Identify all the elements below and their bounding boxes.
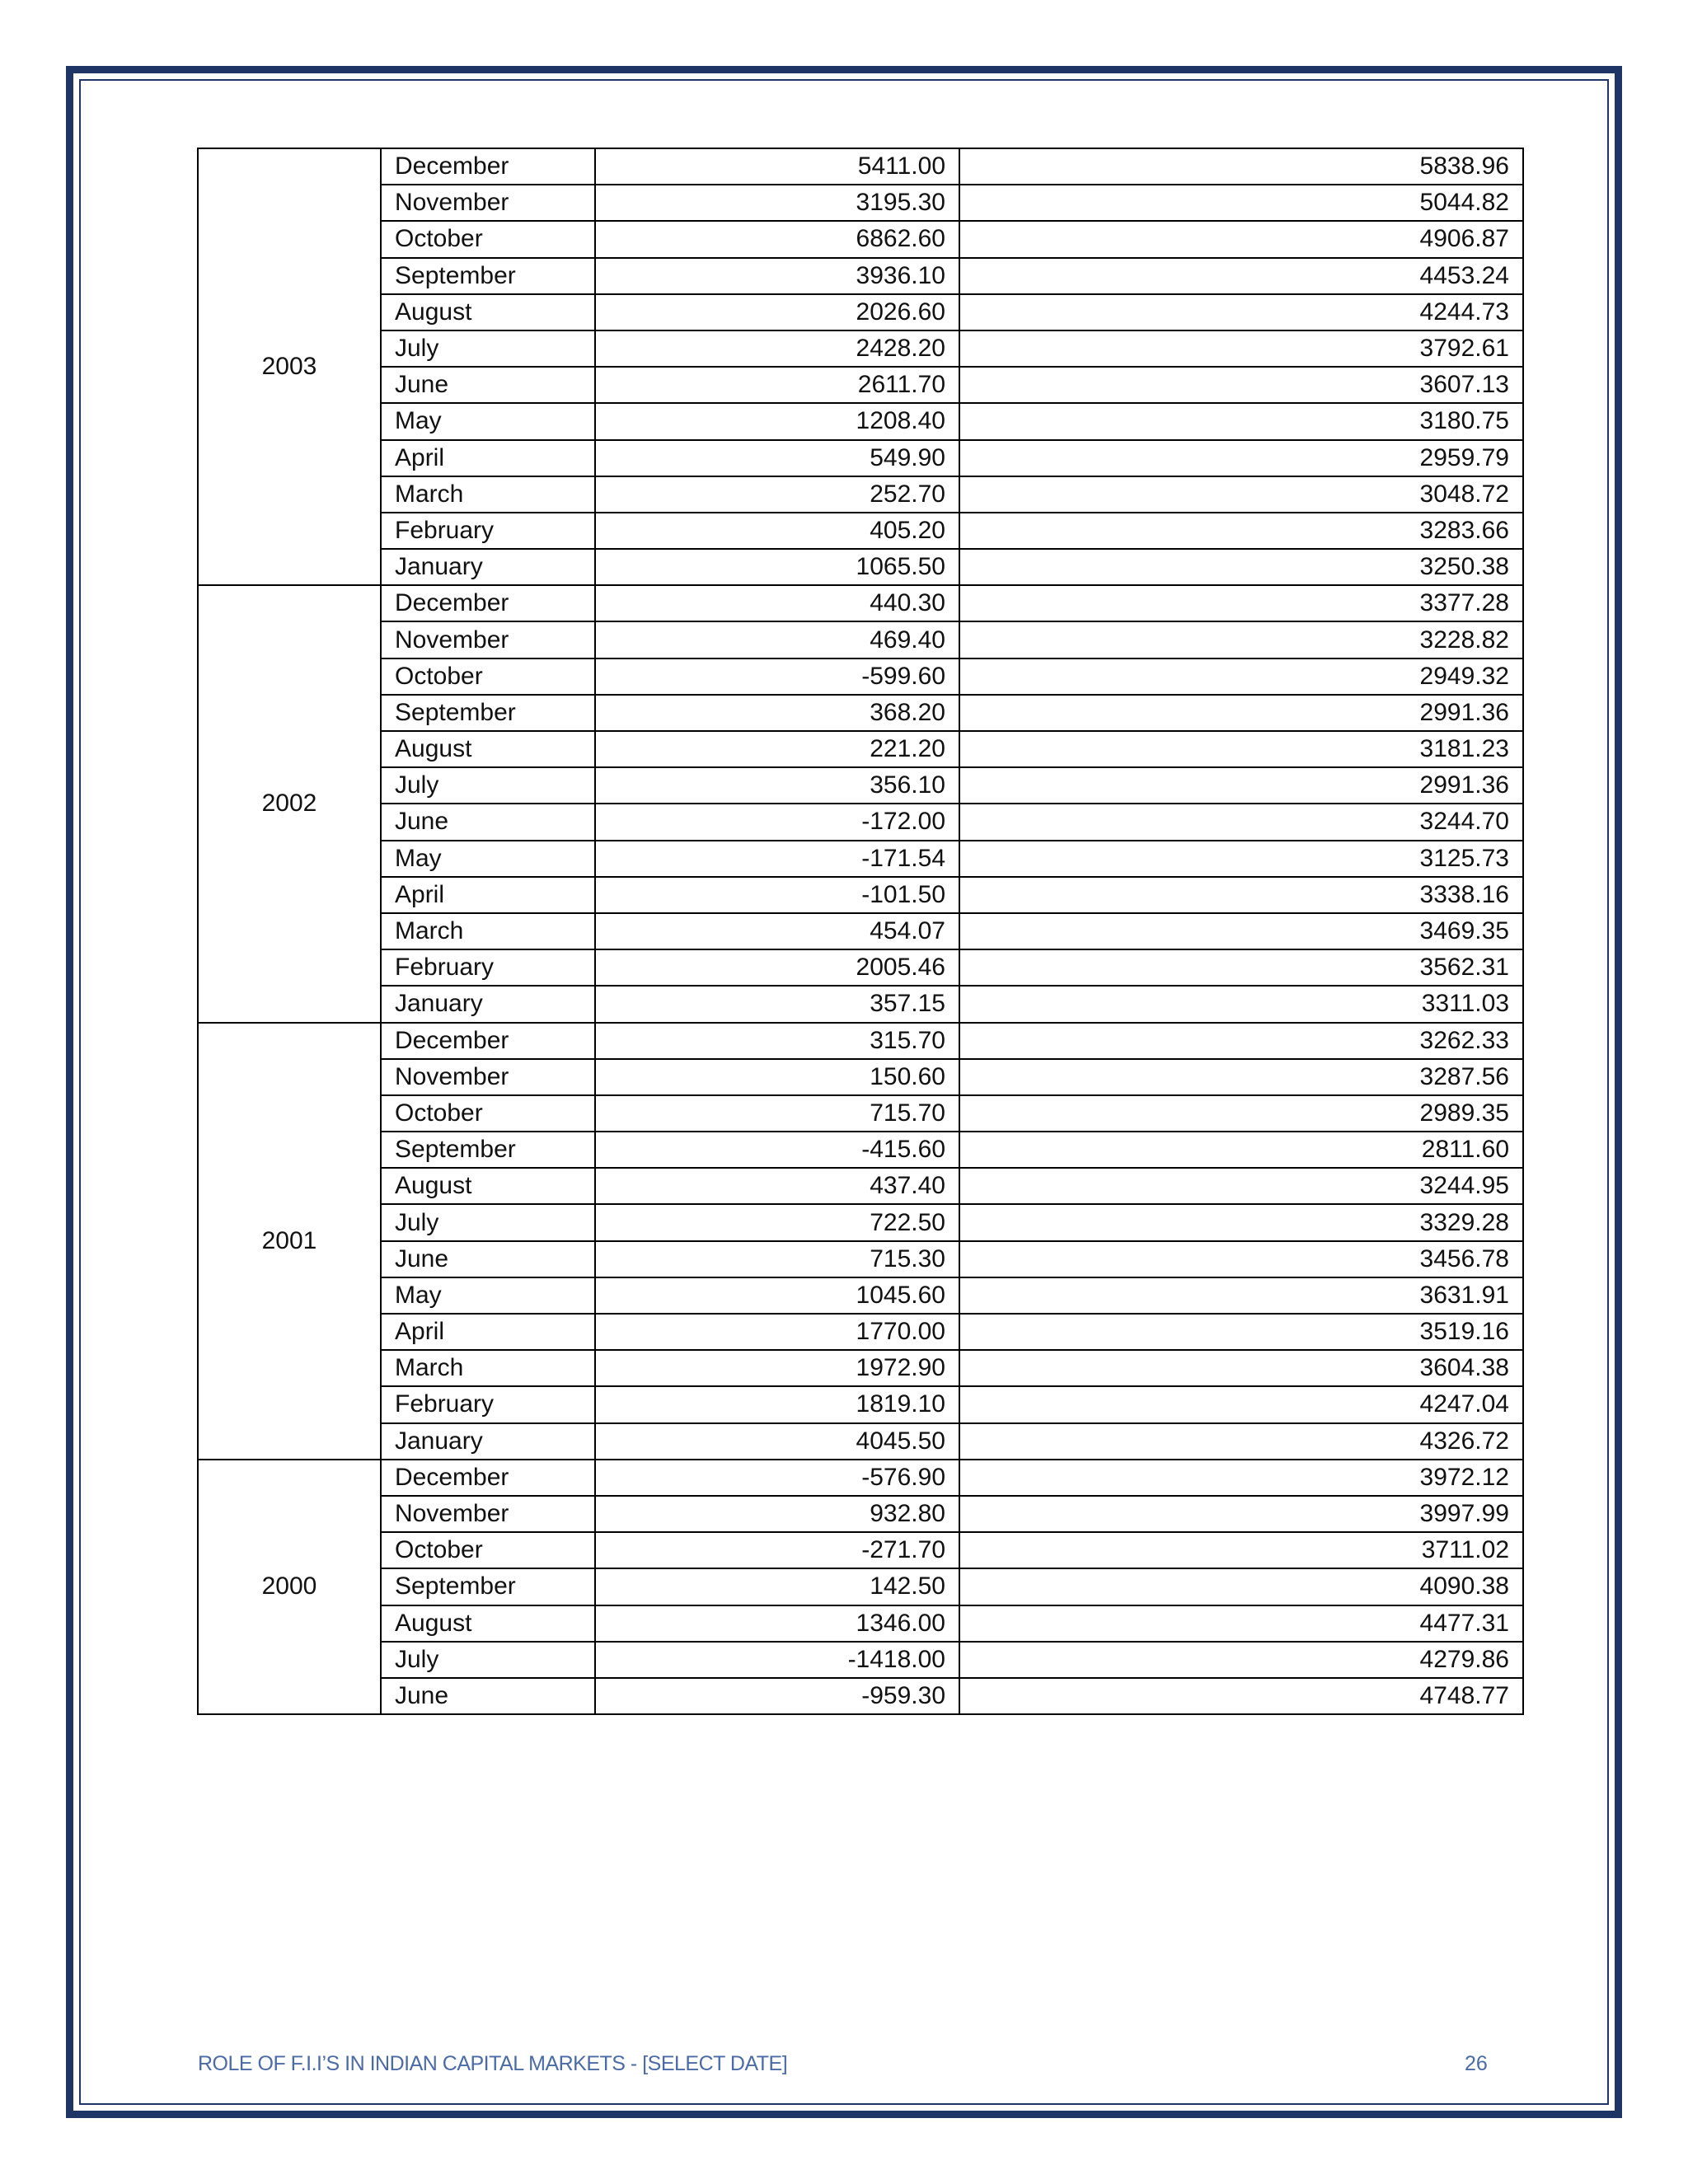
month-cell: March [381,1350,595,1386]
month-cell: June [381,1241,595,1277]
index-cell: 3972.12 [959,1460,1523,1496]
value-cell: 6862.60 [595,221,959,257]
table-row [198,1532,1523,1568]
index-cell: 3604.38 [959,1350,1523,1386]
month-cell: November [381,1059,595,1095]
table-row [198,1642,1523,1678]
table-row [198,949,1523,986]
table-row [198,330,1523,367]
value-cell: -172.00 [595,804,959,840]
index-cell: 3180.75 [959,403,1523,439]
month-cell: July [381,767,595,804]
index-cell: 4090.38 [959,1568,1523,1605]
month-cell: August [381,1168,595,1204]
index-cell: 3607.13 [959,367,1523,403]
value-cell: 150.60 [595,1059,959,1095]
value-cell: 2428.20 [595,330,959,367]
index-cell: 3244.70 [959,804,1523,840]
value-cell: 221.20 [595,731,959,767]
month-cell: August [381,1605,595,1642]
value-cell: 1770.00 [595,1314,959,1350]
table-row [198,221,1523,257]
value-cell: 356.10 [595,767,959,804]
table-row [198,621,1523,658]
table-row [198,1059,1523,1095]
table-row [198,440,1523,476]
value-cell: 357.15 [595,986,959,1022]
value-cell: 722.50 [595,1204,959,1240]
value-cell: 315.70 [595,1023,959,1059]
month-cell: January [381,549,595,585]
index-cell: 3469.35 [959,913,1523,949]
table-row [198,913,1523,949]
month-cell: October [381,658,595,695]
index-cell: 3228.82 [959,621,1523,658]
index-cell: 5838.96 [959,148,1523,185]
table-row [198,695,1523,731]
month-cell: December [381,1460,595,1496]
table-row [198,1277,1523,1314]
month-cell: November [381,185,595,221]
value-cell: 3936.10 [595,258,959,294]
month-cell: April [381,1314,595,1350]
value-cell: 252.70 [595,476,959,513]
index-cell: 5044.82 [959,185,1523,221]
month-cell: December [381,585,595,621]
index-cell: 3125.73 [959,841,1523,877]
index-cell: 2811.60 [959,1132,1523,1168]
index-cell: 4326.72 [959,1423,1523,1460]
index-cell: 4244.73 [959,294,1523,330]
index-cell: 4906.87 [959,221,1523,257]
month-cell: April [381,877,595,913]
table-row [198,258,1523,294]
value-cell: 1208.40 [595,403,959,439]
value-cell: -271.70 [595,1532,959,1568]
table-row [198,731,1523,767]
month-cell: December [381,1023,595,1059]
index-cell: 3181.23 [959,731,1523,767]
index-cell: 3519.16 [959,1314,1523,1350]
table-row [198,513,1523,549]
index-cell: 2959.79 [959,440,1523,476]
table-row [198,1350,1523,1386]
year-cell: 2003 [198,148,381,585]
table-row [198,294,1523,330]
table-row [198,767,1523,804]
table-row [198,148,1523,185]
index-cell: 3711.02 [959,1532,1523,1568]
table-row [198,1460,1523,1496]
index-cell: 4247.04 [959,1386,1523,1422]
footer-title: ROLE OF F.I.I’S IN INDIAN CAPITAL MARKETS - [SELECT DATE] [198,2052,788,2075]
value-cell: 932.80 [595,1496,959,1532]
index-cell: 3250.38 [959,549,1523,585]
value-cell: 4045.50 [595,1423,959,1460]
value-cell: 1045.60 [595,1277,959,1314]
index-cell: 3287.56 [959,1059,1523,1095]
month-cell: March [381,476,595,513]
table-body [198,148,1523,1714]
table-row [198,1314,1523,1350]
month-cell: April [381,440,595,476]
table-row [198,403,1523,439]
index-cell: 4453.24 [959,258,1523,294]
index-cell: 4477.31 [959,1605,1523,1642]
year-cell: 2000 [198,1460,381,1714]
value-cell: -959.30 [595,1678,959,1714]
month-cell: February [381,949,595,986]
index-cell: 3562.31 [959,949,1523,986]
value-cell: -576.90 [595,1460,959,1496]
value-cell: 1819.10 [595,1386,959,1422]
year-cell: 2002 [198,585,381,1022]
index-cell: 3244.95 [959,1168,1523,1204]
value-cell: 440.30 [595,585,959,621]
index-cell: 4748.77 [959,1678,1523,1714]
table-row [198,1386,1523,1422]
value-cell: 454.07 [595,913,959,949]
value-cell: 549.90 [595,440,959,476]
value-cell: -415.60 [595,1132,959,1168]
value-cell: -1418.00 [595,1642,959,1678]
index-cell: 3792.61 [959,330,1523,367]
table-row [198,1132,1523,1168]
value-cell: 3195.30 [595,185,959,221]
fii-monthly-table [197,148,1524,1715]
value-cell: -171.54 [595,841,959,877]
month-cell: February [381,1386,595,1422]
index-cell: 3997.99 [959,1496,1523,1532]
value-cell: 437.40 [595,1168,959,1204]
table-row [198,1423,1523,1460]
month-cell: July [381,1204,595,1240]
table-row [198,367,1523,403]
table-row [198,1023,1523,1059]
value-cell: 2611.70 [595,367,959,403]
table-row [198,185,1523,221]
table-row [198,1605,1523,1642]
month-cell: September [381,1132,595,1168]
table-row [198,804,1523,840]
table-row [198,549,1523,585]
index-cell: 3631.91 [959,1277,1523,1314]
table-row [198,476,1523,513]
month-cell: August [381,294,595,330]
index-cell: 3456.78 [959,1241,1523,1277]
index-cell: 3262.33 [959,1023,1523,1059]
table-row [198,1095,1523,1132]
month-cell: February [381,513,595,549]
month-cell: November [381,621,595,658]
value-cell: 1972.90 [595,1350,959,1386]
table-row [198,1568,1523,1605]
value-cell: 2026.60 [595,294,959,330]
month-cell: June [381,804,595,840]
index-cell: 3311.03 [959,986,1523,1022]
value-cell: -599.60 [595,658,959,695]
value-cell: 469.40 [595,621,959,658]
value-cell: 2005.46 [595,949,959,986]
value-cell: 715.30 [595,1241,959,1277]
table-row [198,1496,1523,1532]
index-cell: 2989.35 [959,1095,1523,1132]
month-cell: August [381,731,595,767]
table-row [198,986,1523,1022]
month-cell: June [381,367,595,403]
index-cell: 3338.16 [959,877,1523,913]
month-cell: March [381,913,595,949]
index-cell: 4279.86 [959,1642,1523,1678]
month-cell: October [381,1532,595,1568]
month-cell: May [381,841,595,877]
value-cell: 5411.00 [595,148,959,185]
table-row [198,1204,1523,1240]
month-cell: September [381,258,595,294]
table-row [198,1241,1523,1277]
value-cell: -101.50 [595,877,959,913]
month-cell: June [381,1678,595,1714]
table-row [198,841,1523,877]
value-cell: 368.20 [595,695,959,731]
page-number: 26 [1465,2052,1488,2075]
month-cell: May [381,1277,595,1314]
month-cell: October [381,1095,595,1132]
month-cell: January [381,986,595,1022]
month-cell: January [381,1423,595,1460]
table-row [198,658,1523,695]
index-cell: 3329.28 [959,1204,1523,1240]
index-cell: 2949.32 [959,658,1523,695]
table-row [198,585,1523,621]
month-cell: May [381,403,595,439]
table-row [198,1168,1523,1204]
month-cell: September [381,695,595,731]
index-cell: 3377.28 [959,585,1523,621]
index-cell: 3283.66 [959,513,1523,549]
table-row [198,1678,1523,1714]
month-cell: November [381,1496,595,1532]
value-cell: 1065.50 [595,549,959,585]
month-cell: October [381,221,595,257]
year-cell: 2001 [198,1023,381,1460]
month-cell: July [381,330,595,367]
month-cell: July [381,1642,595,1678]
index-cell: 3048.72 [959,476,1523,513]
value-cell: 142.50 [595,1568,959,1605]
value-cell: 1346.00 [595,1605,959,1642]
table-row [198,877,1523,913]
index-cell: 2991.36 [959,695,1523,731]
value-cell: 405.20 [595,513,959,549]
month-cell: December [381,148,595,185]
value-cell: 715.70 [595,1095,959,1132]
index-cell: 2991.36 [959,767,1523,804]
month-cell: September [381,1568,595,1605]
